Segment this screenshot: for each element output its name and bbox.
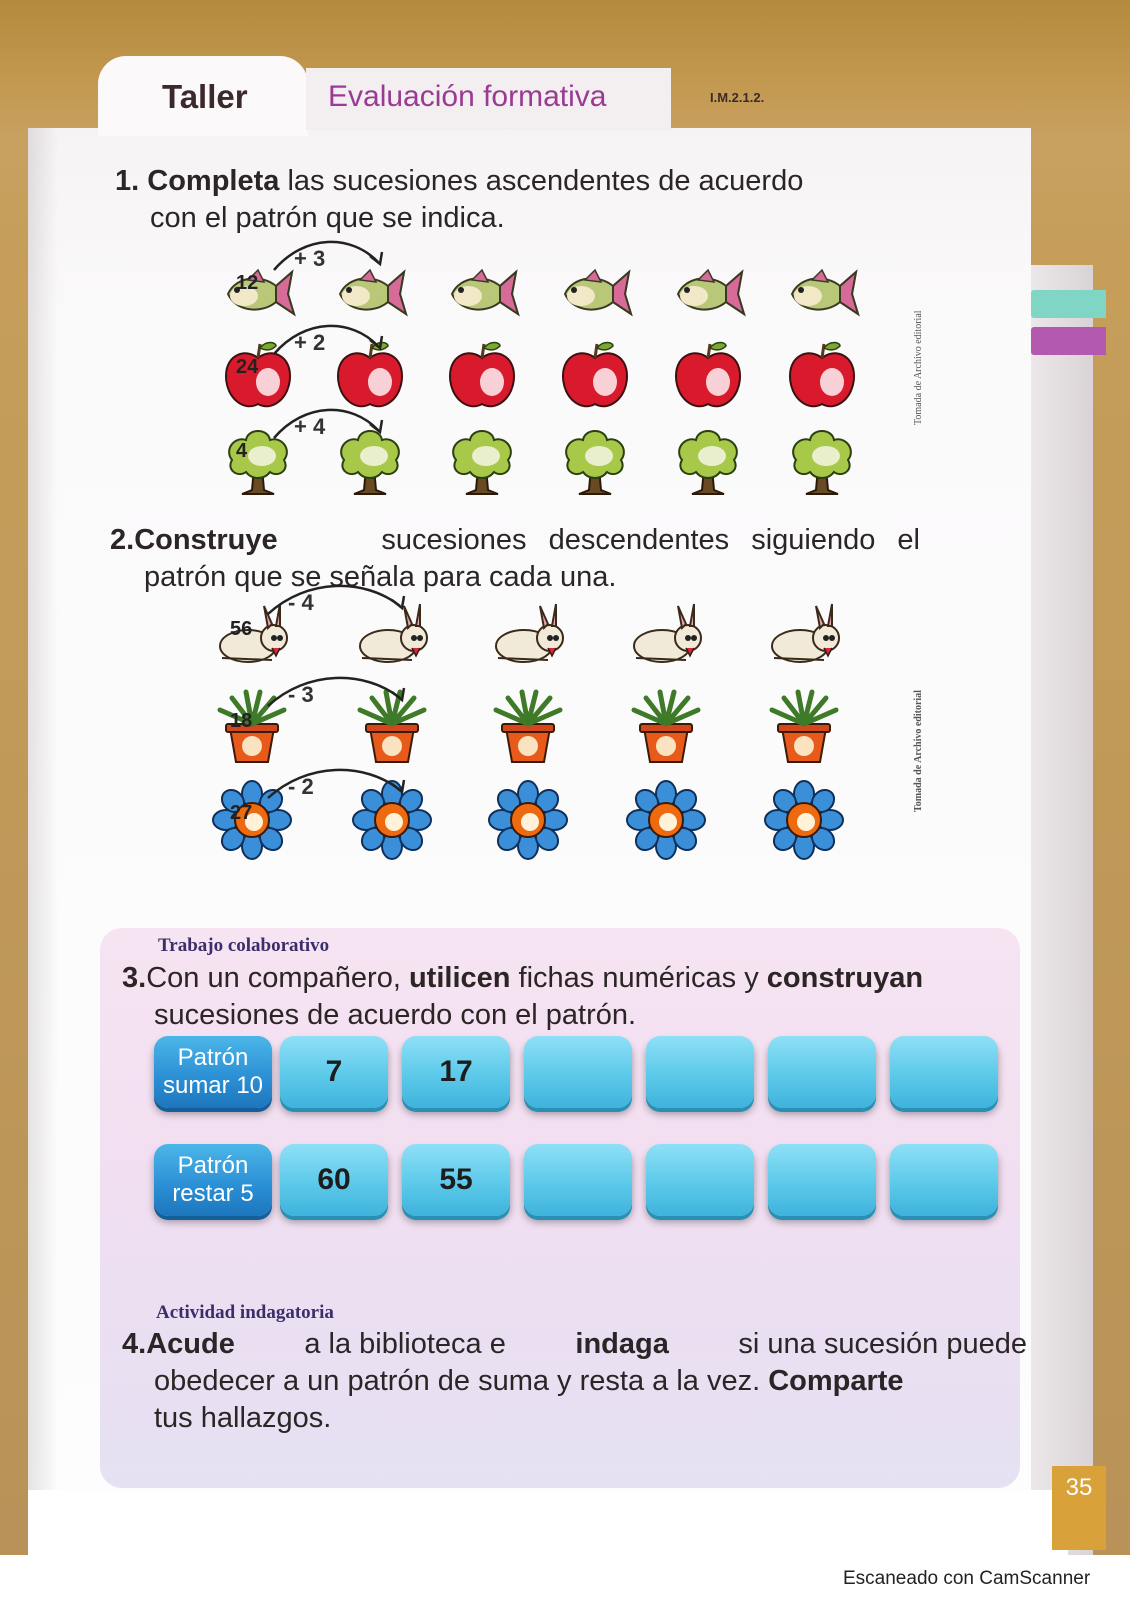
apple-icon (555, 336, 635, 416)
pattern-header-cell (154, 1144, 272, 1216)
fish-icon-drawing (782, 252, 862, 332)
question-text: las sucesiones ascendentes de acuerdo (287, 165, 804, 197)
potted-plant-icon (488, 688, 568, 768)
tree-icon (442, 420, 522, 500)
blank-number-card[interactable] (890, 1144, 998, 1216)
question-verb: Construye (134, 524, 278, 556)
sequence-start-number: 27 (230, 802, 253, 824)
question-verb: Acude (146, 1328, 235, 1360)
question-number: 3. (122, 962, 147, 994)
tree-icon-drawing (442, 420, 522, 500)
potted-plant-icon-drawing (626, 688, 706, 768)
pattern-arrow (270, 402, 386, 446)
question-number: 4. (122, 1328, 147, 1360)
rabbit-icon-drawing (488, 596, 568, 676)
curriculum-code: I.M.2.1.2. (710, 90, 765, 105)
fish-icon-drawing (442, 252, 522, 332)
potted-plant-icon (764, 688, 844, 768)
blank-number-card[interactable] (646, 1144, 754, 1216)
section-label-collaborative: Trabajo colaborativo (158, 935, 330, 956)
question-verb: construyan (766, 962, 924, 994)
apple-icon-drawing (668, 336, 748, 416)
pattern-header-line2: sumar 10 (162, 1072, 264, 1099)
sequence-start-number: 56 (230, 618, 253, 640)
question-text: si una sucesión puede (738, 1328, 1027, 1360)
apple-icon-drawing (555, 336, 635, 416)
pattern-arrow (264, 670, 408, 714)
flower-icon (764, 780, 844, 860)
pattern-label: + 3 (294, 246, 326, 271)
fish-icon-drawing (668, 252, 748, 332)
tree-icon-drawing (555, 420, 635, 500)
sequence-start-number: 12 (236, 272, 259, 294)
question-text-line2: obedecer a un patrón de suma y resta a la vez. (154, 1365, 761, 1397)
pattern-header-line1: Patrón (177, 1152, 249, 1179)
number-card: 55 (402, 1144, 510, 1216)
teal-page-tab (1031, 290, 1106, 318)
number-card: 17 (402, 1036, 510, 1108)
question-text-line3: tus hallazgos. (154, 1402, 332, 1434)
page-bottom (28, 1490, 1068, 1555)
flower-icon-drawing (626, 780, 706, 860)
fish-icon (442, 252, 522, 332)
rabbit-icon (626, 596, 706, 676)
tab-evaluacion (306, 68, 671, 130)
scanner-watermark: Escaneado con CamScanner (843, 1568, 1091, 1589)
number-card: 60 (280, 1144, 388, 1216)
rabbit-icon-drawing (626, 596, 706, 676)
flower-icon-drawing (764, 780, 844, 860)
apple-icon (782, 336, 862, 416)
pattern-arrow (264, 762, 408, 806)
tree-icon (668, 420, 748, 500)
pattern-header-cell (154, 1036, 272, 1108)
blank-number-card[interactable] (768, 1144, 876, 1216)
question-2 (110, 522, 920, 596)
question-text: fichas numéricas y (518, 962, 759, 994)
question-verb: utilicen (408, 962, 511, 994)
question-4 (122, 1326, 1027, 1437)
question-verb: Comparte (768, 1365, 904, 1397)
potted-plant-icon-drawing (764, 688, 844, 768)
rabbit-icon (764, 596, 844, 676)
tree-icon (782, 420, 862, 500)
apple-icon (668, 336, 748, 416)
question-number: 2. (110, 524, 135, 556)
question-text-line2: patrón que se señala para cada una. (144, 561, 617, 593)
fish-icon (555, 252, 635, 332)
pattern-label: + 4 (294, 414, 326, 439)
blank-number-card[interactable] (768, 1036, 876, 1108)
apple-icon-drawing (782, 336, 862, 416)
image-credit: Tomada de Archivo editorial (913, 690, 924, 812)
flower-icon (488, 780, 568, 860)
blank-number-card[interactable] (524, 1036, 632, 1108)
question-verb: indaga (575, 1328, 669, 1360)
page-edge (1031, 265, 1093, 1555)
fish-icon (782, 252, 862, 332)
question-text: sucesiones descendentes siguiendo el (381, 524, 920, 556)
blank-number-card[interactable] (890, 1036, 998, 1108)
question-text-line2: con el patrón que se indica. (150, 202, 505, 234)
question-text: a la biblioteca e (304, 1328, 506, 1360)
page-number: 35 (1065, 1474, 1093, 1501)
question-text: Con un compañero, (146, 962, 401, 994)
tab-title: Taller (162, 78, 248, 115)
sequence-start-number: 24 (236, 356, 259, 378)
flower-icon (626, 780, 706, 860)
rabbit-icon-drawing (764, 596, 844, 676)
section-label-research: Actividad indagatoria (156, 1302, 334, 1323)
flower-icon-drawing (488, 780, 568, 860)
potted-plant-icon-drawing (488, 688, 568, 768)
pattern-label: + 2 (294, 330, 326, 355)
question-verb: Completa (147, 165, 280, 197)
page-shadow (28, 128, 58, 1555)
magenta-page-tab (1031, 327, 1106, 355)
number-card: 7 (280, 1036, 388, 1108)
pattern-label: - 3 (288, 682, 314, 707)
image-credit: Tomada de Archivo editorial (913, 310, 924, 425)
pattern-arrow (264, 578, 408, 622)
sequence-start-number: 4 (236, 440, 248, 462)
tree-icon (555, 420, 635, 500)
sequence-start-number: 18 (230, 710, 253, 732)
blank-number-card[interactable] (646, 1036, 754, 1108)
tab-taller (98, 56, 308, 136)
pattern-label: - 2 (288, 774, 314, 799)
question-number: 1. (115, 165, 140, 197)
question-3 (122, 960, 1027, 1034)
blank-number-card[interactable] (524, 1144, 632, 1216)
fish-icon (668, 252, 748, 332)
pattern-label: - 4 (288, 590, 314, 615)
apple-icon (442, 336, 522, 416)
tree-icon-drawing (782, 420, 862, 500)
tree-icon-drawing (668, 420, 748, 500)
pattern-header-line1: Patrón (177, 1044, 249, 1071)
potted-plant-icon (626, 688, 706, 768)
tab-subtitle: Evaluación formativa (328, 80, 607, 113)
question-text-line2: sucesiones de acuerdo con el patrón. (154, 999, 637, 1031)
rabbit-icon (488, 596, 568, 676)
pattern-header-line2: restar 5 (172, 1180, 254, 1207)
apple-icon-drawing (442, 336, 522, 416)
pattern-arrow (270, 234, 386, 278)
pattern-arrow (270, 318, 386, 362)
question-1 (115, 163, 915, 237)
fish-icon-drawing (555, 252, 635, 332)
